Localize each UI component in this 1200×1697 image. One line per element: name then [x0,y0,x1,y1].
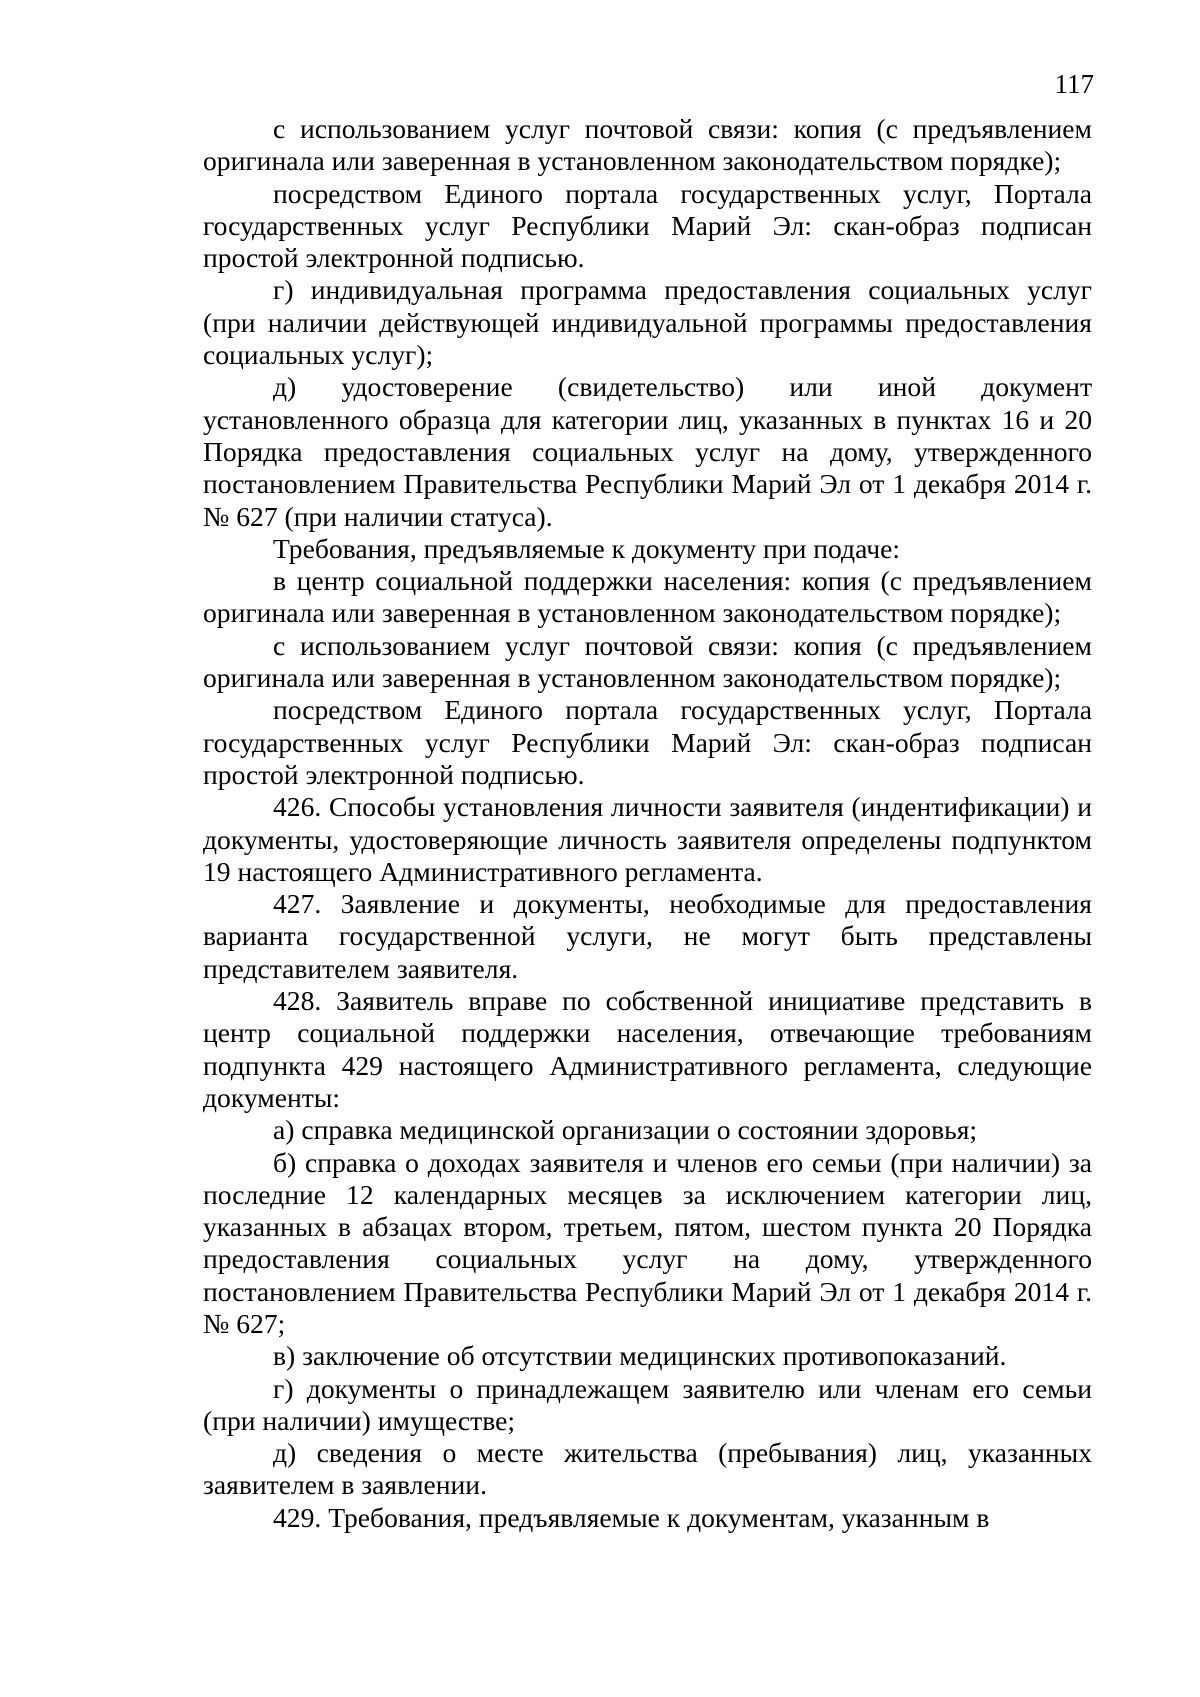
paragraph-portal-scan-2: посредством Единого портала государственных услуг, Портала государственных услуг Республики Марий Эл: скан-образ подписан простой электронной подписью. [203,694,1092,790]
paragraph-item-d-certificate: д) удостоверение (свидетельство) или иной документ установленного образца для категории лиц, указанных в пунктах 16 и 20 Порядка предоставления социальных услуг на дому, утвержденного постановлением Правительства Республики Марий Эл от 1 декабря 2014 г. № 627 (при наличии статуса). [203,371,1092,532]
paragraph-item-v-contraindications: в) заключение об отсутствии медицинских противопоказаний. [273,1340,1007,1372]
paragraph-requirements-heading: Требования, предъявляемые к документу при подаче: [273,532,901,564]
paragraph-item-b-income-certificate: б) справка о доходах заявителя и членов его семьи (при наличии) за последние 12 календарных месяцев за исключением категории лиц, указанных в абзацах втором, третьем, пятом, шестом пункта 20 Порядка предоставления социальных услуг на дому, утвержденного постановлением Правительства Республики Марий Эл от 1 декабря 2014 г. № 627; [203,1146,1092,1339]
paragraph-item-g-property: г) документы о принадлежащем заявителю или членам его семьи (при наличии) имуществе; [203,1372,1092,1436]
page-number: 117 [1054,69,1094,99]
paragraph-item-a-medical-certificate: а) справка медицинской организации о состоянии здоровья; [273,1114,978,1146]
paragraph-426: 426. Способы установления личности заявителя (индентификации) и документы, удостоверяющие личность заявителя определены подпунктом 19 настоящего Административного регламента. [203,791,1092,887]
paragraph-429: 429. Требования, предъявляемые к документам, указанным в [273,1501,990,1533]
paragraph-center-copy: в центр социальной поддержки населения: копия (с предъявлением оригинала или заверенная в установленном законодательством порядке); [203,565,1092,629]
paragraph-postal-copy: с использованием услуг почтовой связи: копия (с предъявлением оригинала или заверенная в установленном законодательством порядке); [203,113,1092,177]
document-body [203,113,1092,1534]
paragraph-427: 427. Заявление и документы, необходимые для предоставления варианта государственной услуги, не могут быть представлены представителем заявителя. [203,888,1092,984]
paragraph-item-g-individual-program: г) индивидуальная программа предоставления социальных услуг (при наличии действующей индивидуальной программы предоставления социальных услуг); [203,274,1092,371]
paragraph-postal-copy-2: с использованием услуг почтовой связи: копия (с предъявлением оригинала или заверенная в установленном законодательством порядке); [203,629,1092,694]
paragraph-428: 428. Заявитель вправе по собственной инициативе представить в центр социальной поддержки населения, отвечающие требованиям подпункта 429 настоящего Административного регламента, следующие документы: [203,985,1092,1113]
paragraph-item-d-residence: д) сведения о месте жительства (пребывания) лиц, указанных заявителем в заявлении. [203,1437,1092,1501]
paragraph-portal-scan: посредством Единого портала государственных услуг, Портала государственных услуг Республики Марий Эл: скан-образ подписан простой электронной подписью. [203,177,1092,274]
